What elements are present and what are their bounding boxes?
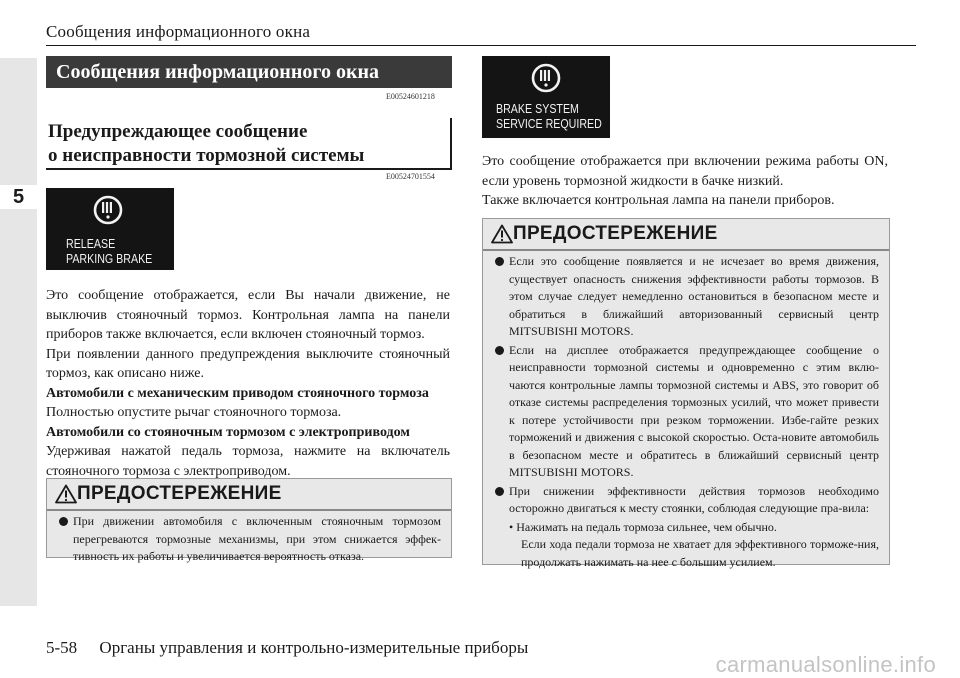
warning-item-text: При снижении эффективности действия тормозов необходимо осторожно двигаться к месту стоянки, соблюдая следующие пра-вила: xyxy=(509,483,879,515)
warning-sub-continuation xyxy=(495,536,879,571)
chapter-tab: 5 xyxy=(0,185,37,209)
page-header-title: Сообщения информационного окна xyxy=(46,22,311,41)
warning-item-text: При движении автомобиля с включенным стояночным тормозом перегреваются тормозные механизмы, при этом снижается эффек-тивность их работы и увеличивается вероятность отказа. xyxy=(73,514,441,563)
warning-item-text: Если на дисплее отображается предупреждающее сообщение о неисправности тормозной системы и одновременно с этим вклю-чаются контрольные лампы тормозной системы и ABS, это говорит об отказе системы распределения тормозных усилий, что может привести к потере устойчивости при резком торможении. Избе-гайте резких торможений и движения с высокой скоростью. Оста-новите автомобиль в безопасном месте и обратитесь в ближайший сервисный центр MITSUBISHI MOTORS. xyxy=(509,342,879,479)
chapter-side-strip xyxy=(0,58,37,606)
display-message xyxy=(496,101,602,131)
right-body-text xyxy=(482,152,888,211)
chapter-title: Органы управления и контрольно-измерительные приборы xyxy=(99,638,529,657)
warning-item-text: Если это сообщение появляется и не исчезает во время движения, существует опасность снижения эффективности работы тормозов. В этом случае следует немедленно остановиться в безопасном месте и обратиться в ближайший авторизованный сервисный центр MITSUBISHI MOTORS. xyxy=(509,254,879,338)
right-warning-header xyxy=(483,219,889,251)
left-paragraph-1: Это сообщение отображается, если Вы начали движение, не выключив стояночный тормоз. Контрольная лампа на панели приборов также включается, если включен стояночный тормоз. xyxy=(46,288,450,342)
warning-item xyxy=(495,483,879,518)
display-line2: PARKING BRAKE xyxy=(66,251,153,266)
subsection-title-line2: о неисправности тормозной системы xyxy=(48,145,365,166)
left-heading-electric: Автомобили со стояночным тормозом с электроприводом xyxy=(46,424,410,440)
header-rule xyxy=(46,45,916,46)
warning-item xyxy=(495,253,879,341)
left-warning-body xyxy=(59,513,441,567)
left-warning-header xyxy=(47,479,451,511)
watermark-text[interactable]: carmanualsonline.info xyxy=(715,652,936,677)
exclamation-circle-icon xyxy=(530,62,562,94)
warning-item xyxy=(59,513,441,566)
release-parking-brake-display xyxy=(46,188,174,270)
right-paragraph-2: Также включается контрольная лампа на панели приборов. xyxy=(482,193,835,208)
left-warning-title: ПРЕДОСТЕРЕЖЕНИЕ xyxy=(77,483,282,504)
page-footer xyxy=(46,638,528,658)
display-line1: BRAKE SYSTEM xyxy=(496,101,579,116)
exclamation-circle-icon xyxy=(92,194,124,226)
warning-sub-item xyxy=(495,519,879,537)
sub-item-line2: Если хода педали тормоза не хватает для эффективного торможе-ния, продолжать нажимать на нее с большим усилием. xyxy=(521,537,879,569)
right-warning-body xyxy=(495,253,879,571)
left-body-text xyxy=(46,286,450,481)
warning-triangle-icon xyxy=(55,484,77,504)
section-title: Сообщения информационного окна xyxy=(46,56,452,88)
left-warning-box xyxy=(46,478,452,563)
sub-item-line1: Нажимать на педаль тормоза сильнее, чем обычно. xyxy=(516,519,777,534)
left-paragraph-2: При появлении данного предупреждения выключите стояночный тормоз, как описано ниже. xyxy=(46,346,450,381)
bullet-dot xyxy=(495,257,504,266)
subsection-code: E00524701554 xyxy=(386,172,435,181)
warning-triangle-icon xyxy=(491,224,513,244)
warning-item xyxy=(495,342,879,482)
left-heading-mechanical: Автомобили с механическим приводом стояночного тормоза xyxy=(46,385,429,401)
bullet-dot xyxy=(495,487,504,496)
page-number: 5-58 xyxy=(46,638,78,657)
section-code: E00524601218 xyxy=(386,92,435,101)
left-paragraph-3: Полностью опустите рычаг стояночного тормоза. xyxy=(46,405,342,420)
right-paragraph-1: Это сообщение отображается при включении режима работы ON, если уровень тормозной жидкости в бачке низкий. xyxy=(482,154,888,189)
brake-system-service-display xyxy=(482,56,610,138)
display-line1: RELEASE xyxy=(66,236,116,251)
sub-bullet: • xyxy=(509,519,514,534)
right-warning-box xyxy=(482,218,890,569)
subsection-title-line1: Предупреждающее сообщение xyxy=(48,121,308,142)
subsection-title-box xyxy=(46,118,452,170)
subsection-title xyxy=(48,120,364,168)
right-warning-title: ПРЕДОСТЕРЕЖЕНИЕ xyxy=(513,223,718,244)
left-paragraph-4: Удерживая нажатой педаль тормоза, нажмите на включатель стояночного тормоза с электроприводом. xyxy=(46,444,450,479)
display-line2: SERVICE REQUIRED xyxy=(496,116,602,131)
display-message xyxy=(66,236,152,266)
bullet-dot xyxy=(59,517,68,526)
bullet-dot xyxy=(495,346,504,355)
